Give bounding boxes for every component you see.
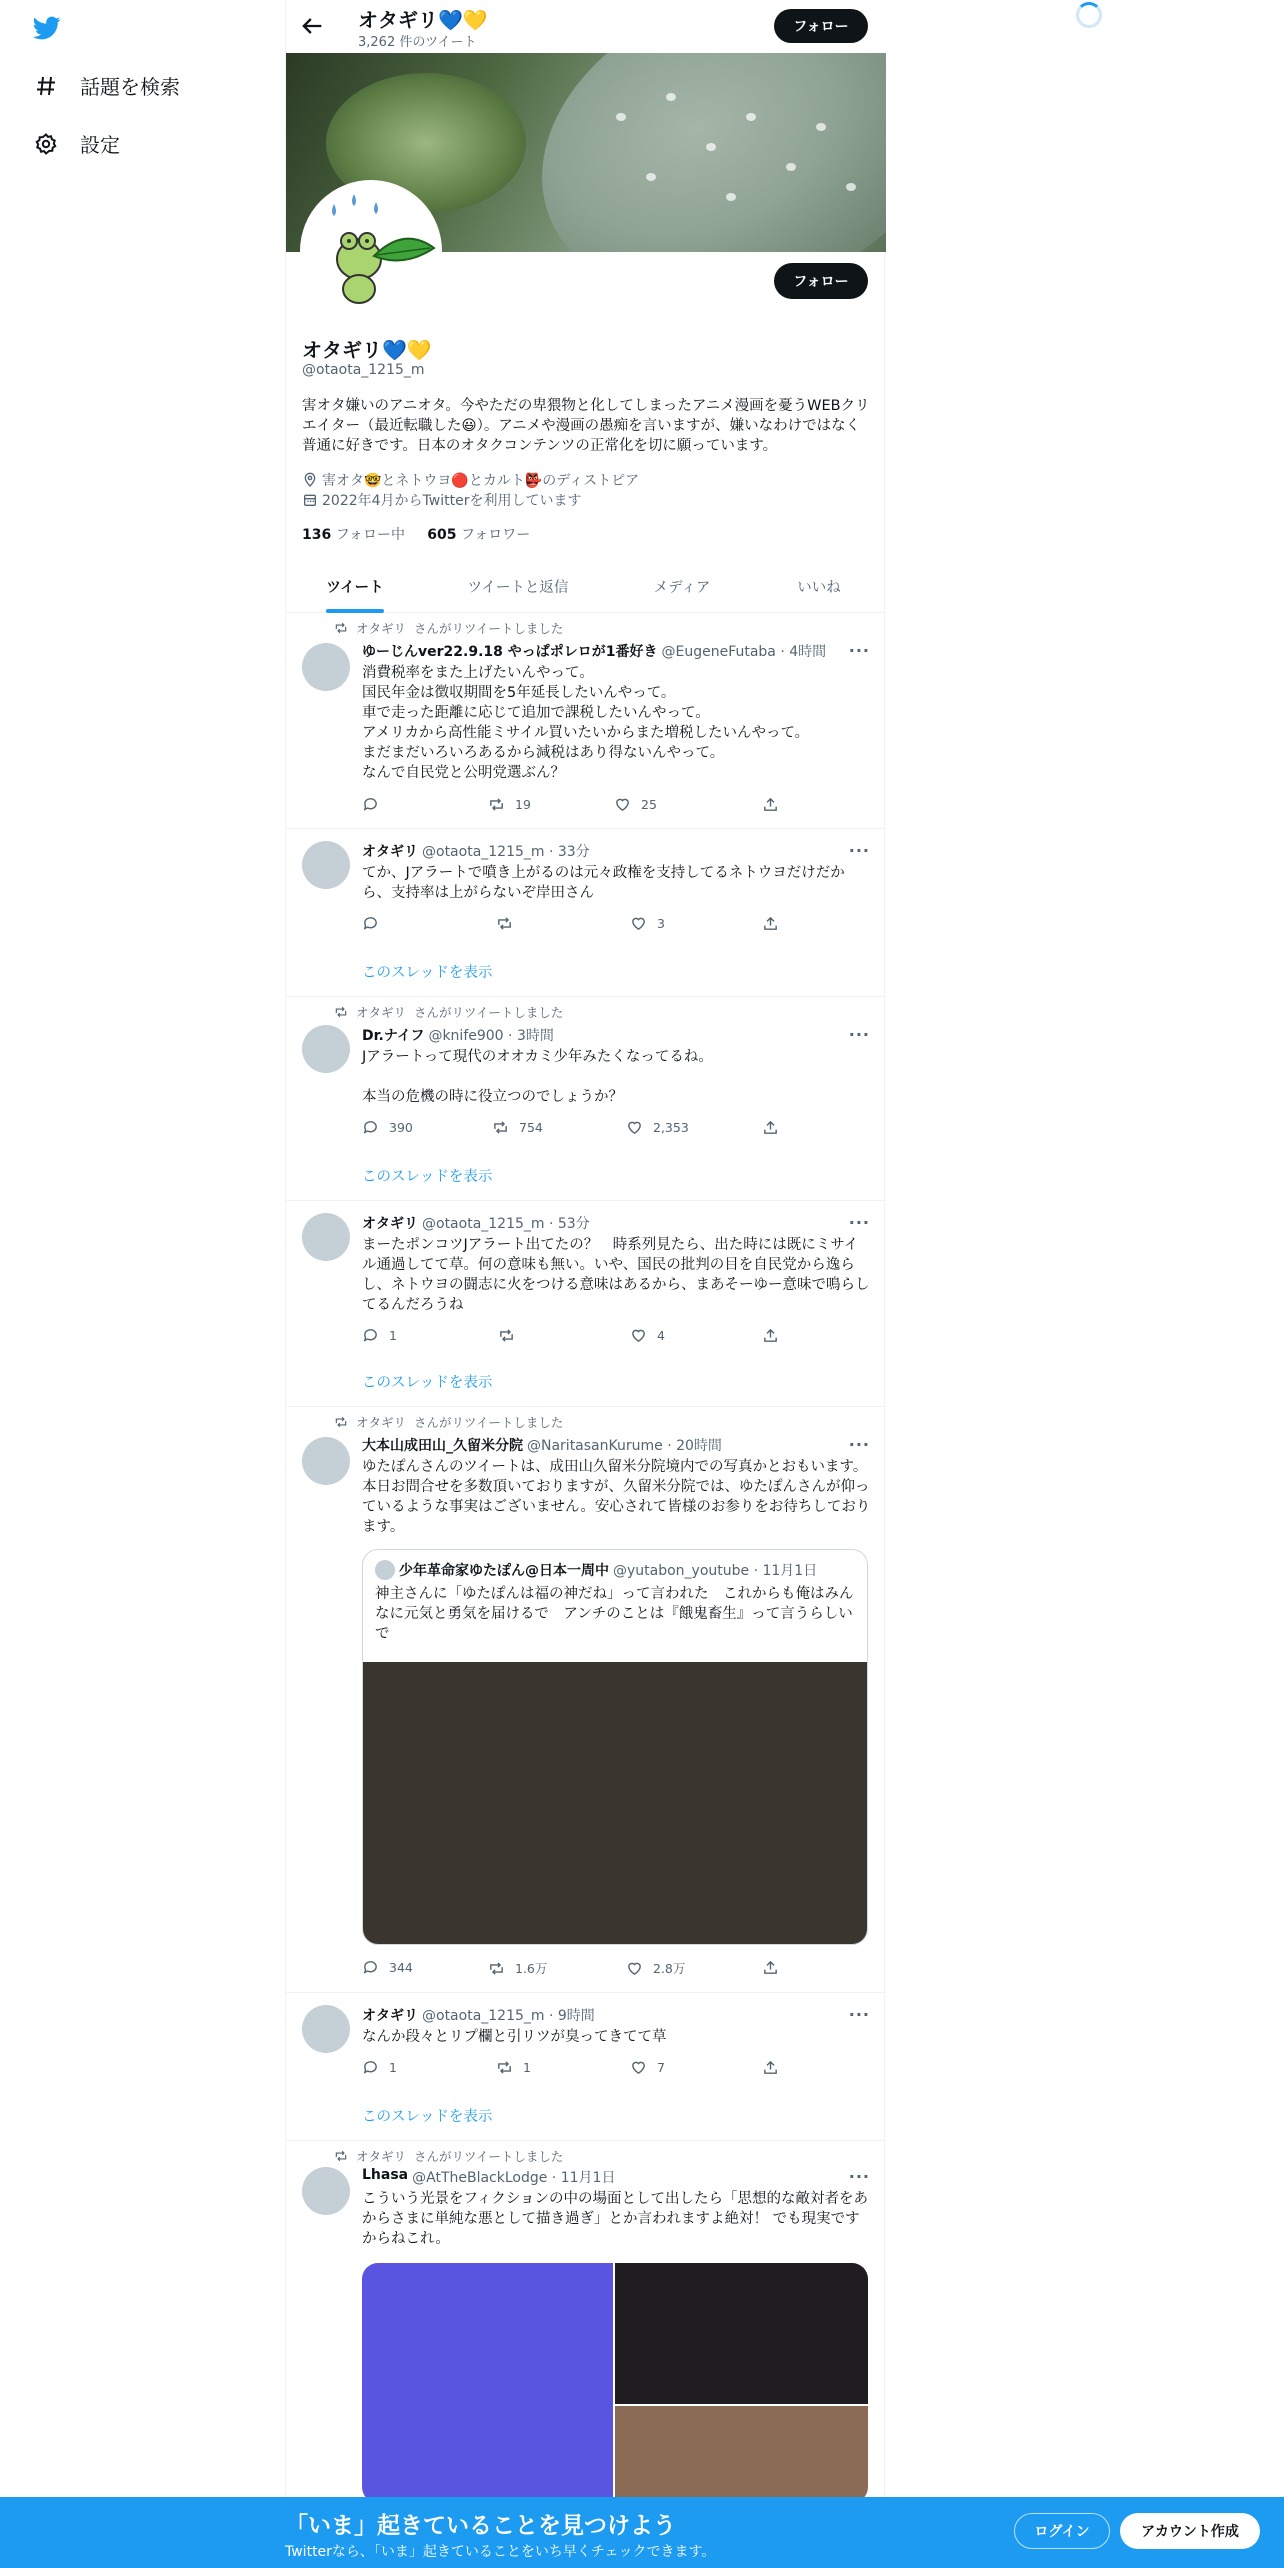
like-button[interactable] [626,1119,689,1136]
like-button[interactable] [614,796,657,813]
profile-tabs [286,560,886,613]
like-count: 7 [657,2060,665,2075]
heart-icon [630,1327,647,1344]
quoted-tweet-header [375,1560,817,1580]
tweet[interactable] [286,1201,886,1407]
tweet[interactable] [286,1407,886,1993]
avatar[interactable] [302,1213,350,1261]
hashtag-icon [34,74,58,98]
tab-likes[interactable]: いいね [797,580,841,596]
retweet-button[interactable] [488,1959,547,1977]
retweet-label: さんがリツイートしました [414,1005,564,1020]
heart-icon [626,1119,643,1136]
tab-tweets-and-replies[interactable]: ツイートと返信 [467,580,569,596]
retweeter-name[interactable]: オタギリ [356,2149,407,2164]
banner-drop [786,163,796,171]
more-options-icon[interactable]: ··· [848,841,870,860]
avatar[interactable] [302,2167,350,2215]
tweet-author-name[interactable]: オタギリ [362,844,418,860]
profile-name: オタギリ💙💛 [302,338,432,362]
banner-drop [616,113,626,121]
signup-button[interactable]: アカウント作成 [1120,2513,1260,2549]
reply-count: 344 [389,1960,413,1975]
profile-bio: 害オタ嫌いのアニオタ。今やただの卑猥物と化してしまったアニメ漫画を憂うWEBクリエイター（最近転職した😃）。アニメや漫画の愚痴を言いますが、嫌いなわけではなく普通に好きです。日本のオタクコンテンツの正常化を切に願っています。 [302,398,870,454]
reply-count: 390 [389,1120,413,1135]
following-link[interactable] [302,527,405,543]
tweet-author-name[interactable]: Dr.ナイフ [362,1028,425,1044]
heart-icon [626,1960,643,1977]
reply-button[interactable] [362,1119,413,1136]
share-button[interactable] [762,796,779,813]
reply-icon [362,2059,379,2076]
reply-button[interactable] [362,1959,413,1976]
quoted-author-meta: @yutabon_youtube · 11月1日 [613,1563,818,1579]
tweet-text: てか、Jアラートで噴き上がるのは元々政権を支持してるネトウヨだけだから、支持率は上がらないぞ岸田さん [362,865,845,901]
retweet-button[interactable] [496,2059,531,2076]
retweet-button[interactable] [498,1327,525,1344]
tweet-author-meta[interactable]: @NaritasanKurume · 20時間 [527,1438,722,1454]
share-icon [762,1119,779,1136]
quoted-tweet-media[interactable] [363,1662,868,1944]
following-count: 136 [302,527,332,543]
signup-banner [0,2497,1284,2568]
retweet-label: さんがリツイートしました [414,621,564,636]
retweet-button[interactable] [488,796,531,813]
tweet[interactable] [286,613,886,829]
tweet-author-name[interactable]: ゆーじんver22.9.18 やっぱポレロが1番好き [362,644,658,660]
retweet-count: 1 [523,2060,531,2075]
tweet-actions [362,1119,792,1139]
like-count: 25 [641,797,657,812]
share-icon [762,796,779,813]
quoted-tweet-text: 神主さんに「ゆたぽんは福の神だね」って言われた これからも俺はみんなに元気と勇気を届けるで アンチのことは『餓鬼畜生』って言うらしいで [375,1586,854,1642]
reply-button[interactable] [362,1327,397,1344]
tweet-header [362,2167,615,2187]
profile-follow-button[interactable]: フォロー [774,263,868,299]
heart-icon [630,2059,647,2076]
tweet-author-meta[interactable]: @otaota_1215_m · 33分 [422,844,590,860]
retweet-icon [334,1005,348,1019]
retweet-indicator [334,1413,563,1431]
profile-handle: @otaota_1215_m [302,362,425,378]
followers-count: 605 [427,527,457,543]
avatar[interactable] [300,180,442,322]
frog-avatar-icon [304,184,438,318]
retweet-count: 754 [519,1120,543,1135]
tweet-author-name[interactable]: オタギリ [362,2008,418,2024]
retweet-indicator [334,1003,563,1021]
retweet-icon [488,796,505,813]
tweet-header [362,841,590,861]
profile-follow-stats [302,524,530,544]
tweet-media-image[interactable] [362,2263,613,2503]
tweet-media-image[interactable] [615,2263,868,2404]
tweet-media-image[interactable] [615,2406,868,2503]
tweet-author-meta[interactable]: @knife900 · 3時間 [428,1028,554,1044]
more-options-icon[interactable]: ··· [848,2167,870,2186]
like-count: 3 [657,916,665,931]
reply-button[interactable] [362,796,389,813]
reply-icon [362,915,379,932]
share-icon [762,915,779,932]
share-button[interactable] [762,915,779,932]
retweet-count: 1.6万 [515,1961,548,1976]
profile-location-text: 害オタ🤓とネトウヨ🔴とカルト👺のディストピア [322,473,640,489]
profile-column [285,0,885,2568]
retweeter-name[interactable]: オタギリ [356,621,407,636]
banner-drop [666,93,676,101]
following-label: フォロー中 [335,527,405,543]
like-count: 4 [657,1328,665,1343]
share-icon [762,2059,779,2076]
avatar[interactable] [302,643,350,691]
tweet-text: こういう光景をフィクションの中の場面として出したら「思想的な敵対者をあからさまに単純な悪として描き過ぎ」とか言われますよ絶対！ でも現実ですからねこれ。 [362,2191,869,2247]
tweet-actions [362,1327,792,1347]
retweeter-name[interactable]: オタギリ [356,1005,407,1020]
show-thread-link[interactable]: このスレッドを表示 [362,965,493,981]
tweet[interactable] [286,997,886,1201]
banner-leaf-right [497,53,886,252]
share-icon [762,1327,779,1344]
tweet-author-meta[interactable]: @EugeneFutaba · 4時間 [661,644,827,660]
signup-banner-subtitle: Twitterなら、「いま」起きていることをいち早くチェックできます。 [285,2544,716,2560]
nav-explore-label: 話題を検索 [80,75,180,99]
tweet-author-meta[interactable]: @otaota_1215_m · 9時間 [422,2008,595,2024]
tweet[interactable] [286,2141,886,2497]
profile-header-bar [286,0,886,53]
loading-spinner-icon [1076,2,1102,28]
tweet-header [362,2005,595,2025]
tweet-header [362,1435,722,1455]
tweet-author-name[interactable]: Lhasa [362,2167,409,2183]
tweet-actions [362,1959,792,1979]
more-options-icon[interactable]: ··· [848,641,870,660]
like-button[interactable] [630,1327,665,1344]
quoted-author-name: 少年革命家ゆたぽん@日本一周中 [399,1563,609,1579]
retweet-icon [492,1119,509,1136]
retweet-label: さんがリツイートしました [414,2149,564,2164]
more-options-icon[interactable]: ··· [848,1213,870,1232]
tweet-author-name[interactable]: オタギリ [362,1216,418,1232]
share-button[interactable] [762,1327,779,1344]
retweeter-name[interactable]: オタギリ [356,1415,407,1430]
left-nav [0,0,286,2568]
retweet-icon [334,621,348,635]
banner-drop [706,143,716,151]
avatar [375,1560,395,1580]
like-button[interactable] [630,2059,665,2076]
followers-label: フォロワー [460,527,531,543]
tweet-author-name[interactable]: 大本山成田山_久留米分院 [362,1438,523,1454]
login-button[interactable]: ログイン [1014,2513,1110,2549]
gear-icon [34,132,58,156]
retweet-indicator [334,619,563,637]
banner-drop [816,123,826,131]
more-options-icon[interactable]: ··· [848,2005,870,2024]
nav-settings[interactable] [34,129,120,158]
banner-drop [726,193,736,201]
tweet[interactable] [286,829,886,997]
avatar[interactable] [302,1437,350,1485]
quoted-tweet[interactable] [362,1549,868,1945]
show-thread-link[interactable]: このスレッドを表示 [362,1169,493,1185]
banner-drop [646,173,656,181]
like-button[interactable] [626,1959,685,1977]
share-button[interactable] [762,2059,779,2076]
nav-settings-label: 設定 [80,133,120,157]
profile-joined [302,490,581,510]
show-thread-link[interactable]: このスレッドを表示 [362,1375,493,1391]
retweet-icon [496,915,513,932]
more-options-icon[interactable]: ··· [848,1025,870,1044]
banner-drop [746,113,756,121]
tweet-author-meta[interactable]: @AtTheBlackLodge · 11月1日 [412,2170,616,2186]
tweet-text: なんか段々とリプ欄と引リツが臭ってきてて草 [362,2029,667,2045]
share-icon [762,1959,779,1976]
followers-link[interactable] [427,527,530,543]
retweet-button[interactable] [492,1119,543,1136]
retweet-icon [334,1415,348,1429]
tweet[interactable] [286,1993,886,2141]
retweet-icon [498,1327,515,1344]
retweet-button[interactable] [496,915,523,932]
tab-media[interactable]: メディア [653,580,711,596]
nav-explore[interactable] [34,71,180,100]
reply-count: 1 [389,1328,397,1343]
tweet-actions [362,796,792,816]
calendar-icon [302,492,318,508]
header-follow-button[interactable]: フォロー [774,9,868,43]
tweet-actions [362,915,792,935]
tweet-text: ゆたぽんさんのツイートは、成田山久留米分院境内での写真かとおもいます。本日お問合せを多数頂いておりますが、久留米分院では、ゆたぽんさんが仰っているような事実はございません。安心されて皆様のお参りをお待ちしております。 [362,1459,871,1535]
reply-icon [362,796,379,813]
reply-icon [362,1959,379,1976]
avatar[interactable] [302,841,350,889]
tweet-author-meta[interactable]: @otaota_1215_m · 53分 [422,1216,590,1232]
reply-icon [362,1327,379,1344]
retweet-label: さんがリツイートしました [414,1415,564,1430]
avatar[interactable] [302,2005,350,2053]
tweet-header [362,641,826,661]
share-button[interactable] [762,1959,779,1976]
more-options-icon[interactable]: ··· [848,1435,870,1454]
tweet-actions [362,2059,792,2079]
heart-icon [614,796,631,813]
reply-button[interactable] [362,2059,397,2076]
location-pin-icon [302,472,318,488]
retweet-indicator [334,2147,563,2165]
signup-banner-title: 「いま」起きていることを見つけよう [285,2513,676,2539]
tweet-text: Jアラートって現代のオオカミ少年みたくなってるね。 本当の危機の時に役立つのでしょうか？ [362,1049,713,1105]
profile-location [302,470,639,490]
tweet-header [362,1025,554,1045]
show-thread-link[interactable]: このスレッドを表示 [362,2109,493,2125]
back-arrow-icon[interactable] [298,12,326,40]
reply-button[interactable] [362,915,389,932]
retweet-icon [488,1960,505,1977]
share-button[interactable] [762,1119,779,1136]
profile-joined-text: 2022年4月からTwitterを利用しています [322,493,582,509]
reply-icon [362,1119,379,1136]
like-count: 2,353 [653,1120,689,1135]
twitter-bird-icon[interactable] [32,14,62,42]
like-count: 2.8万 [653,1961,686,1976]
tweet-text: まーたポンコツJアラート出てたの？ 時系列見たら、出た時には既にミサイル通過してて草。何の意味も無い。いや、国民の批判の目を自民党から逸らし、ネトウヨの闘志に火をつける意味はあるから、まあそーゆー意味で鳴らしてるんだろうね [362,1237,870,1313]
retweet-icon [334,2149,348,2163]
header-tweet-count: 3,262 件のツイート [358,35,477,50]
tweet-header [362,1213,590,1233]
header-name: オタギリ💙💛 [358,8,488,32]
like-button[interactable] [630,915,665,932]
retweet-icon [496,2059,513,2076]
tweet-text: 消費税率をまた上げたいんやって。 国民年金は徴収期間を5年延長したいんやって。 車で走った距離に応じて追加で課税したいんやって。 アメリカから高性能ミサイル買いたいからまた増税したいんやって。 まだまだいろいろあるから減税はあり得ないんやって。 なんで自民党と公明党選ぶん？ [362,665,810,781]
reply-count: 1 [389,2060,397,2075]
banner-drop [846,183,856,191]
avatar[interactable] [302,1025,350,1073]
retweet-count: 19 [515,797,531,812]
heart-icon [630,915,647,932]
tweet-media-grid[interactable] [362,2263,868,2503]
tab-tweets[interactable]: ツイート [326,580,384,596]
